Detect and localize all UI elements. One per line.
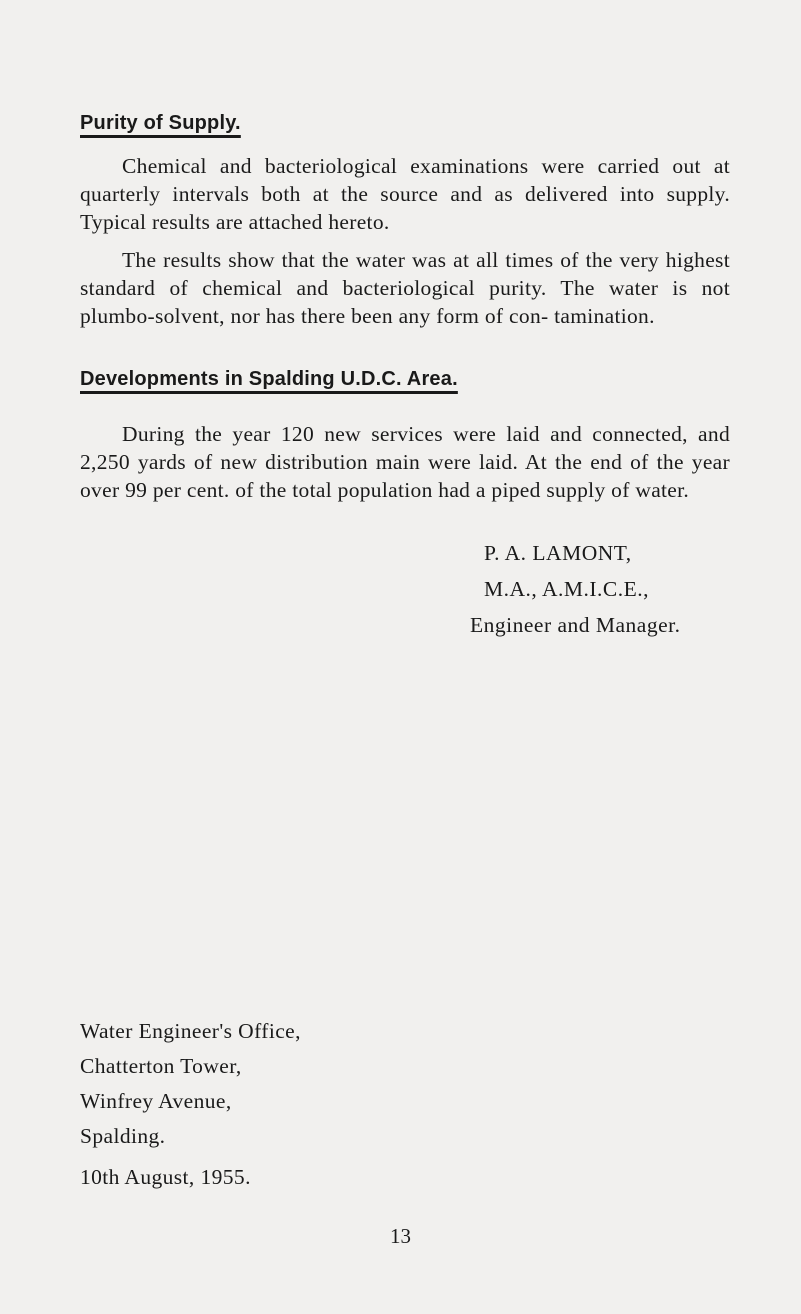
section-heading-purity-of-supply: Purity of Supply. — [80, 112, 241, 134]
letter-date: 10th August, 1955. — [80, 1165, 251, 1189]
signature-qualifications: M.A., A.M.I.C.E., — [484, 577, 649, 601]
paragraph-developments: During the year 120 new services were laid and connected, and 2,250 yards of new distribution main were laid. At the end of the year over 99 per cent. of the total population had a piped supply of water. — [80, 422, 730, 502]
signature-title: Engineer and Manager. — [470, 613, 681, 637]
page-number: 13 — [390, 1224, 411, 1248]
address-line: Water Engineer's Office, — [80, 1019, 301, 1043]
signature-name: P. A. LAMONT, — [484, 541, 632, 565]
address-block — [80, 1014, 301, 1154]
address-line: Winfrey Avenue, — [80, 1089, 232, 1113]
address-line: Chatterton Tower, — [80, 1054, 242, 1078]
section-heading-developments: Developments in Spalding U.D.C. Area. — [80, 368, 458, 390]
paragraph-examinations: Chemical and bacteriological examinations were carried out at quarterly intervals both at the source and as delivered into supply. Typical results are attached hereto. — [80, 154, 730, 234]
signature-block — [470, 535, 681, 643]
paragraph-results: The results show that the water was at all times of the very highest standard of chemical and bacteriological purity. The water is not plumbo-solvent, nor has there been any form of con- tamination. — [80, 248, 730, 328]
address-line: Spalding. — [80, 1124, 166, 1148]
